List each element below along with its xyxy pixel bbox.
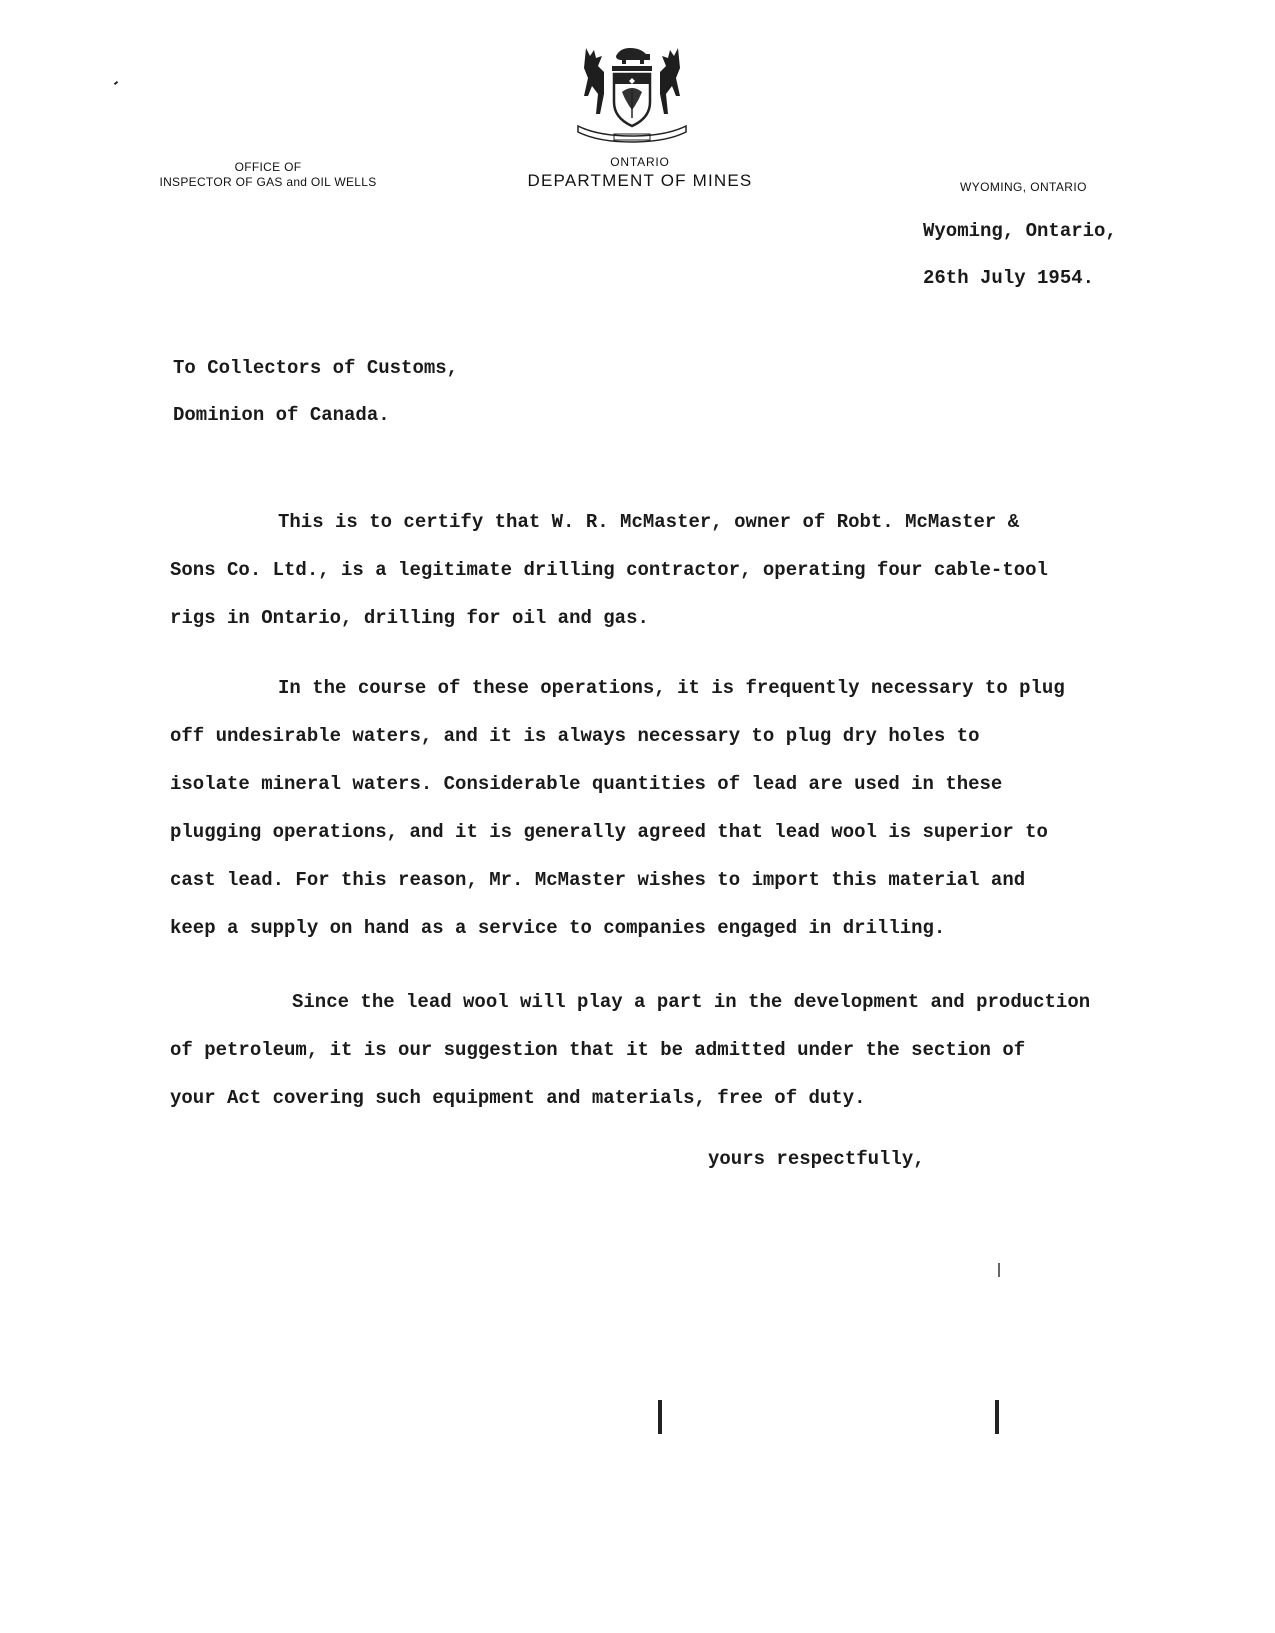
- paragraph-line: keep a supply on hand as a service to companies engaged in drilling.: [170, 917, 946, 939]
- office-heading: [143, 160, 393, 190]
- paragraph-line: isolate mineral waters. Considerable quantities of lead are used in these: [170, 773, 1003, 795]
- body-paragraph-3: [170, 978, 1130, 1122]
- paragraph-line: rigs in Ontario, drilling for oil and gas.: [170, 607, 649, 629]
- scan-mark: [998, 1263, 1000, 1277]
- letter-date: 26th July 1954.: [923, 267, 1095, 289]
- paragraph-line: of petroleum, it is our suggestion that it be admitted under the section of: [170, 1039, 1026, 1061]
- department-heading: [460, 154, 820, 192]
- paragraph-line: Since the lead wool will play a part in the development and production: [292, 991, 1091, 1013]
- closing-salutation: yours respectfully,: [708, 1148, 925, 1170]
- department-name: DEPARTMENT OF MINES: [527, 171, 753, 190]
- addressee-line-1: To Collectors of Customs,: [173, 357, 459, 379]
- letter-place: Wyoming, Ontario,: [923, 220, 1117, 242]
- office-line-2: INSPECTOR OF GAS and OIL WELLS: [159, 175, 377, 189]
- paragraph-line: In the course of these operations, it is frequently necessary to plug: [278, 677, 1065, 699]
- office-line-1: OFFICE OF: [234, 160, 302, 174]
- scan-mark: [995, 1400, 999, 1434]
- addressee-line-2: Dominion of Canada.: [173, 404, 390, 426]
- scan-mark: [114, 81, 118, 85]
- coat-of-arms-icon: [572, 44, 692, 144]
- province-name: ONTARIO: [610, 155, 670, 169]
- body-paragraph-1: [170, 498, 1130, 642]
- body-paragraph-2: [170, 664, 1130, 952]
- location-heading: WYOMING, ONTARIO: [960, 180, 1087, 194]
- paragraph-line: This is to certify that W. R. McMaster, owner of Robt. McMaster &: [278, 511, 1020, 533]
- paragraph-line: Sons Co. Ltd., is a legitimate drilling contractor, operating four cable-tool: [170, 559, 1048, 581]
- scan-mark: [658, 1400, 662, 1434]
- paragraph-line: plugging operations, and it is generally agreed that lead wool is superior to: [170, 821, 1048, 843]
- paragraph-line: off undesirable waters, and it is always necessary to plug dry holes to: [170, 725, 980, 747]
- paragraph-line: your Act covering such equipment and materials, free of duty.: [170, 1087, 866, 1109]
- paragraph-line: cast lead. For this reason, Mr. McMaster wishes to import this material and: [170, 869, 1026, 891]
